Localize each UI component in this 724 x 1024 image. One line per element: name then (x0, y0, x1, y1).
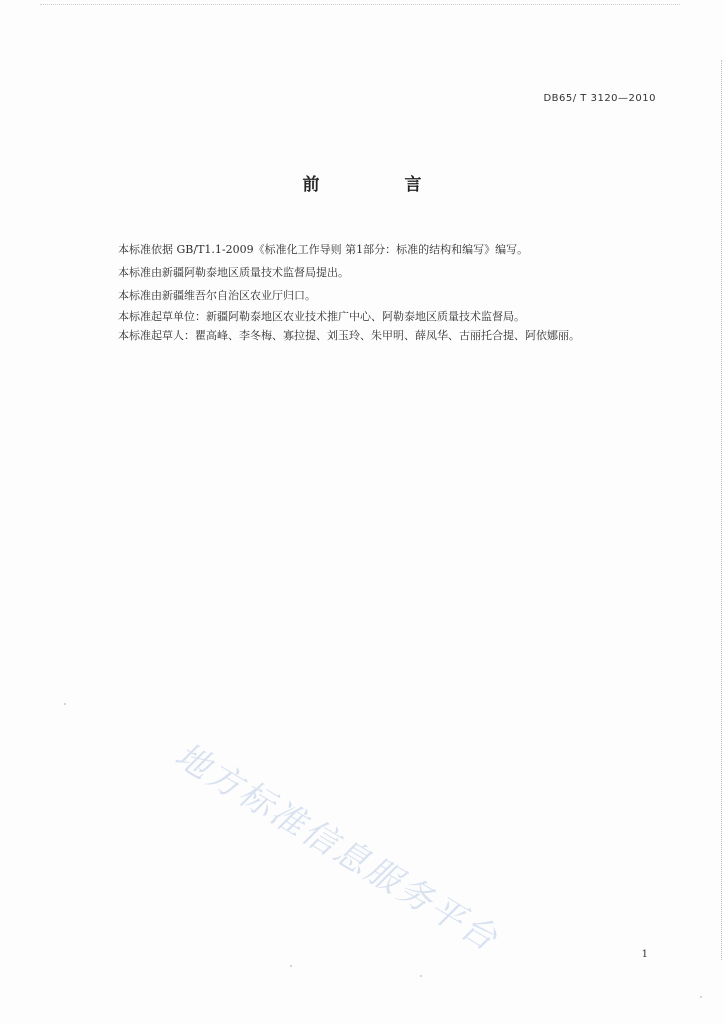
standard-code: DB65/ T 3120—2010 (543, 93, 656, 104)
scan-edge-right (720, 60, 722, 960)
page-title: 前 言 (302, 175, 456, 195)
scan-speck (64, 703, 66, 705)
paragraph-drafters: 本标准起草人：瞿高峰、李冬梅、寡拉提、刘玉玲、朱甲明、薛凤华、古丽托合提、阿依娜丽。 (118, 329, 580, 342)
scan-speck (290, 965, 292, 967)
foreword-body (118, 238, 678, 345)
scan-speck (700, 996, 702, 998)
paragraph-proposer: 本标准由新疆阿勒泰地区质量技术监督局提出。 (118, 266, 349, 279)
scan-edge-top (40, 4, 680, 6)
page-number: 1 (641, 949, 648, 960)
paragraph-drafting-units: 本标准起草单位：新疆阿勒泰地区农业技术推广中心、阿勒泰地区质量技术监督局。 (118, 310, 525, 323)
paragraph-drafting-basis: 本标准依据 GB/T1.1-2009《标准化工作导则 第1部分：标准的结构和编写》编写。 (118, 243, 529, 256)
scan-speck (420, 975, 422, 977)
paragraph-administrator: 本标准由新疆维吾尔自治区农业厅归口。 (118, 289, 316, 302)
watermark: 地方标准信息服务平台 (167, 735, 506, 961)
